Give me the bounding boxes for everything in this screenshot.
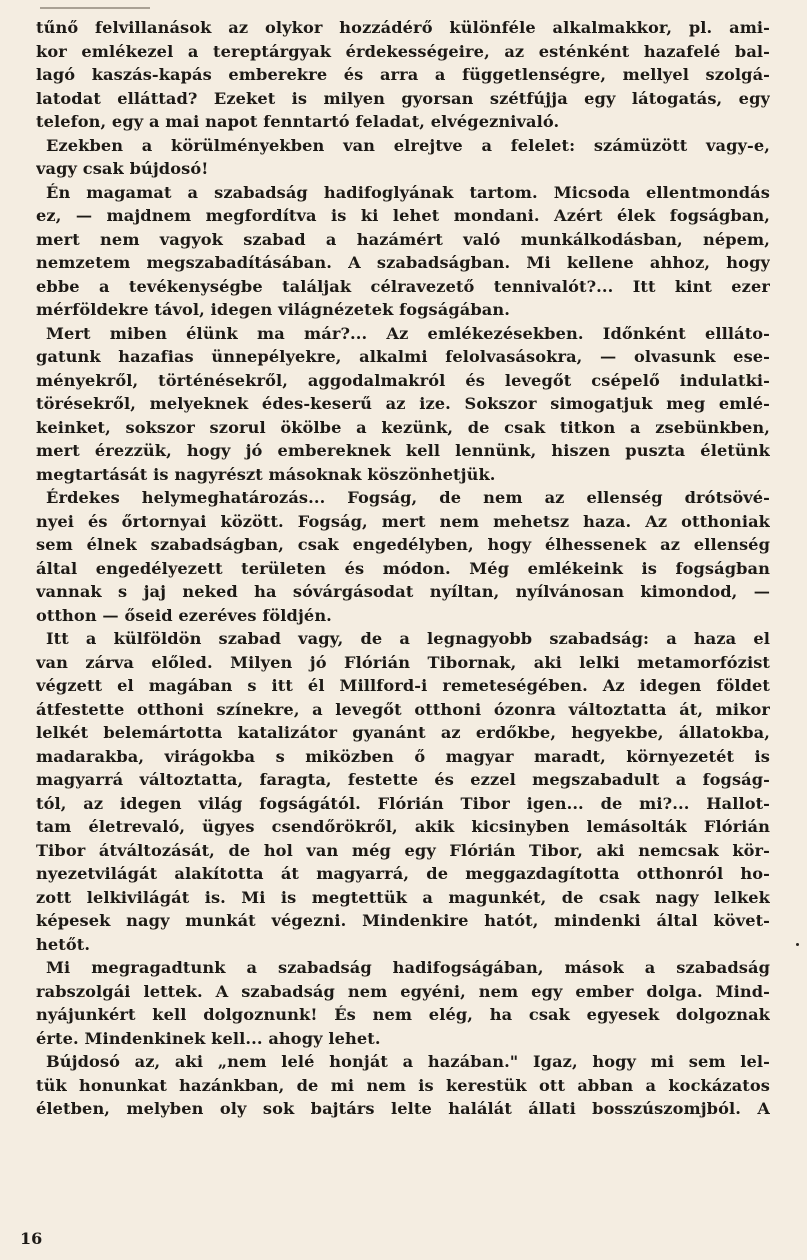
text-line: mérföldekre távol, idegen világnézetek fogságában. bbox=[36, 300, 510, 319]
text-line: tam életrevaló, ügyes csendőrökről, akik kicsinyben lemásolták Flórián bbox=[36, 817, 770, 836]
text-line: lelkét belemártotta katalizátor gyanánt az erdőkbe, hegyekbe, állatokba, bbox=[36, 723, 770, 742]
text-line: által engedélyezett területen és módon. Még emlékeink is fogságban bbox=[36, 558, 770, 578]
text-line: Mert miben élünk ma már?... Az emlékezésekben. Időnként ellláto- bbox=[46, 323, 770, 343]
text-line: végzett el magában s itt él Millford-i remeteségében. Az idegen földet bbox=[36, 676, 770, 695]
text-line: törésekről, melyeknek édes-keserű az ize. Sokszor simogatjuk meg emlé- bbox=[36, 394, 770, 413]
text-line: otthon — őseid ezeréves földjén. bbox=[36, 605, 332, 625]
text-line: hetőt. bbox=[36, 934, 91, 954]
text-line: képesek nagy munkát végezni. Mindenkire hatót, mindenki által követ- bbox=[36, 911, 770, 930]
text-line: Tibor átváltozását, de hol van még egy Flórián Tibor, aki nemcsak kör- bbox=[36, 840, 770, 860]
top-rule bbox=[40, 7, 150, 9]
text-line: rabszolgái lettek. A szabadság nem egyéni, nem egy ember dolga. Mind- bbox=[36, 981, 770, 1001]
text-line: vagy csak bújdosó! bbox=[36, 159, 209, 178]
text-line: Mi megragadtunk a szabadság hadifogságában, mások a szabadság bbox=[46, 958, 770, 977]
text-line: nyei és őrtornyai között. Fogság, mert nem mehetsz haza. Az otthoniak bbox=[36, 511, 770, 531]
text-line: átfestette otthoni színekre, a levegőt otthoni ózonra változtatta át, mikor bbox=[36, 699, 770, 719]
text-line: keinket, sokszor szorul ökölbe a kezünk, de csak titkon a zsebünkben, bbox=[36, 417, 770, 437]
text-line: latodat elláttad? Ezeket is milyen gyorsan szétfújja egy látogatás, egy bbox=[36, 88, 770, 108]
text-line: zott lelkivilágát is. Mi is megtettük a magunkét, de csak nagy lelkek bbox=[36, 887, 770, 907]
text-line: ményekről, történésekről, aggodalmakról és levegőt csépelő indulatki- bbox=[36, 370, 770, 390]
text-line: Én magamat a szabadság hadifoglyának tartom. Micsoda ellentmondás bbox=[46, 182, 770, 202]
text-line: telefon, egy a mai napot fenntartó feladat, elvégeznivaló. bbox=[36, 112, 560, 131]
text-line: tük honunkat hazánkban, de mi nem is kerestük ott abban a kockázatos bbox=[36, 1075, 770, 1095]
text-line: Ezekben a körülményekben van elrejtve a felelet: számüzött vagy-e, bbox=[46, 135, 770, 155]
text-line: mert nem vagyok szabad a hazámért való munkálkodásban, népem, bbox=[36, 229, 770, 249]
text-line: Bújdosó az, aki „nem lelé honját a hazában." Igaz, hogy mi sem lel- bbox=[46, 1052, 770, 1071]
text-line: ebbe a tevékenységbe találjak célravezető tennivalót?... Itt kint ezer bbox=[36, 276, 770, 296]
text-line: sem élnek szabadságban, csak engedélyben, hogy élhessenek az ellenség bbox=[36, 535, 770, 554]
text-line: megtartását is nagyrészt másoknak köszönhetjük. bbox=[36, 464, 496, 484]
text-line: van zárva előled. Milyen jó Flórián Tibornak, aki lelki metamorfózist bbox=[36, 652, 770, 672]
text-line: gatunk hazafias ünnepélyekre, alkalmi felolvasásokra, — olvasunk ese- bbox=[36, 347, 770, 366]
text-line: lagó kaszás-kapás emberekre és arra a függetlenségre, mellyel szolgá- bbox=[36, 65, 770, 84]
text-line: madarakba, virágokba s miközben ő magyar maradt, környezetét is bbox=[36, 746, 770, 766]
margin-speck bbox=[796, 943, 799, 946]
text-line: nyájunkért kell dolgoznunk! És nem elég, ha csak egyesek dolgoznak bbox=[36, 1005, 770, 1024]
text-line: tűnő felvillanások az olykor hozzádérő különféle alkalmakkor, pl. ami- bbox=[36, 18, 770, 37]
text-line: mert érezzük, hogy jó embereknek kell lennünk, hiszen puszta életünk bbox=[36, 441, 770, 460]
text-line: életben, melyben oly sok bajtárs lelte halálát állati bosszúszomjból. A bbox=[36, 1099, 770, 1118]
page-number: 16 bbox=[20, 1229, 43, 1248]
text-line: nyezetvilágát alakította át magyarrá, de meggazdagította otthonról ho- bbox=[36, 864, 770, 883]
text-line: vannak s jaj neked ha sóvárgásodat nyíltan, nyílvánosan kimondod, — bbox=[36, 582, 770, 601]
text-line: nemzetem megszabadításában. A szabadságban. Mi kellene ahhoz, hogy bbox=[36, 253, 770, 272]
text-line: érte. Mindenkinek kell... ahogy lehet. bbox=[36, 1028, 381, 1048]
text-line: Érdekes helymeghatározás... Fogság, de nem az ellenség drótsövé- bbox=[46, 488, 770, 507]
body-text bbox=[36, 16, 770, 1121]
text-line: magyarrá változtatta, faragta, festette és ezzel megszabadult a fogság- bbox=[36, 770, 770, 789]
text-line: tól, az idegen világ fogságától. Flórián Tibor igen... de mi?... Hallot- bbox=[36, 793, 770, 813]
text-line: kor emlékezel a tereptárgyak érdekességeire, az esténként hazafelé bal- bbox=[36, 41, 770, 61]
text-line: Itt a külföldön szabad vagy, de a legnagyobb szabadság: a haza el bbox=[46, 629, 770, 648]
text-line: ez, — majdnem megfordítva is ki lehet mondani. Azért élek fogságban, bbox=[36, 206, 770, 225]
